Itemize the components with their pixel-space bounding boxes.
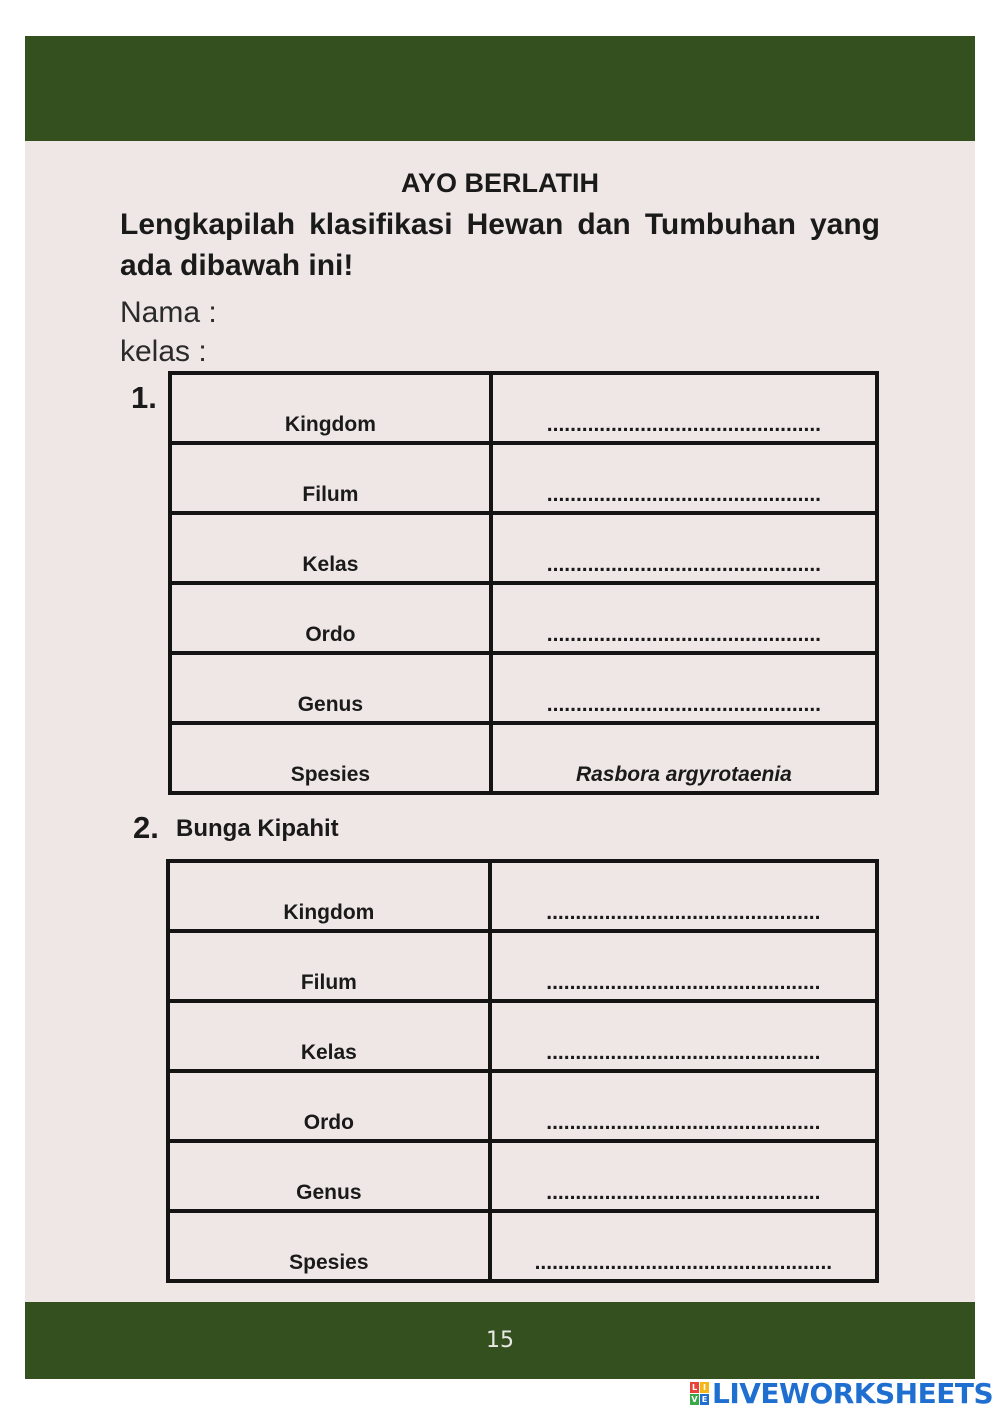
rank-cell: Kelas bbox=[168, 1001, 490, 1071]
table-row bbox=[170, 583, 877, 653]
rank-cell: Kelas bbox=[170, 513, 491, 583]
rank-cell: Genus bbox=[170, 653, 491, 723]
table-row bbox=[170, 723, 877, 793]
table-row bbox=[168, 1141, 877, 1211]
answer-field[interactable]: ............................................... bbox=[491, 373, 877, 443]
classification-table-2 bbox=[166, 859, 879, 1283]
answer-field[interactable]: ............................................... bbox=[491, 583, 877, 653]
header-band bbox=[25, 36, 975, 141]
rank-cell: Ordo bbox=[168, 1071, 490, 1141]
species-name: Rasbora argyrotaenia bbox=[491, 723, 877, 793]
rank-cell: Spesies bbox=[168, 1211, 490, 1281]
page-number: 15 bbox=[486, 1328, 514, 1353]
answer-field[interactable]: ............................................... bbox=[490, 1001, 877, 1071]
answer-field[interactable]: ............................................... bbox=[491, 513, 877, 583]
table-row bbox=[170, 513, 877, 583]
classification-table-1 bbox=[168, 371, 879, 795]
table-row bbox=[168, 1211, 877, 1281]
answer-field[interactable]: ............................................... bbox=[490, 931, 877, 1001]
logo-block: E bbox=[701, 1394, 708, 1404]
logo-text: LIVEWORKSHEETS bbox=[712, 1376, 994, 1410]
rank-cell: Kingdom bbox=[170, 373, 491, 443]
name-label: Nama : bbox=[120, 296, 217, 329]
question-2-number: 2. bbox=[133, 810, 159, 845]
worksheet-title: AYO BERLATIH bbox=[400, 168, 600, 198]
question-1-number: 1. bbox=[131, 380, 157, 415]
table-row bbox=[168, 1071, 877, 1141]
answer-field[interactable]: ............................................... bbox=[490, 861, 877, 931]
logo-block: L bbox=[691, 1382, 698, 1392]
answer-field[interactable]: ............................................... bbox=[491, 653, 877, 723]
liveworksheets-logo[interactable] bbox=[690, 1376, 993, 1410]
logo-icon bbox=[690, 1382, 709, 1405]
table-row bbox=[170, 373, 877, 443]
rank-cell: Genus bbox=[168, 1141, 490, 1211]
logo-block: I bbox=[700, 1382, 709, 1393]
answer-field[interactable]: ................................................... bbox=[490, 1211, 877, 1281]
footer-band bbox=[25, 1302, 975, 1379]
instruction-text: Lengkapilah klasifikasi Hewan dan Tumbuhan yang ada dibawah ini! bbox=[120, 208, 880, 282]
answer-field[interactable]: ............................................... bbox=[490, 1141, 877, 1211]
question-2-title: Bunga Kipahit bbox=[176, 815, 339, 842]
answer-field[interactable]: ............................................... bbox=[490, 1071, 877, 1141]
rank-cell: Spesies bbox=[170, 723, 491, 793]
rank-cell: Filum bbox=[168, 931, 490, 1001]
rank-cell: Ordo bbox=[170, 583, 491, 653]
logo-block: V bbox=[691, 1394, 698, 1404]
rank-cell: Kingdom bbox=[168, 861, 490, 931]
table-row bbox=[170, 443, 877, 513]
table-row bbox=[168, 861, 877, 931]
answer-field[interactable]: ............................................... bbox=[491, 443, 877, 513]
table-row bbox=[168, 931, 877, 1001]
rank-cell: Filum bbox=[170, 443, 491, 513]
class-label: kelas : bbox=[120, 335, 207, 368]
table-row bbox=[170, 653, 877, 723]
table-row bbox=[168, 1001, 877, 1071]
